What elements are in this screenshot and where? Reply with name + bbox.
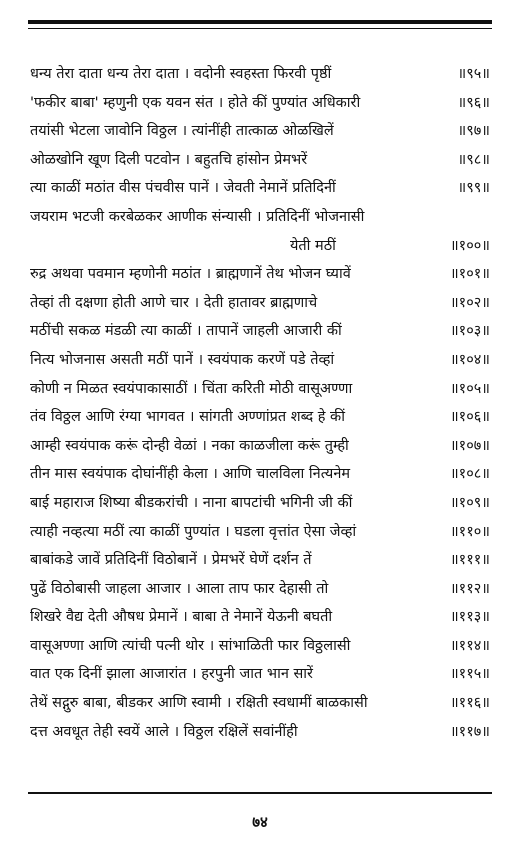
verse-line	[30, 232, 490, 261]
verse-line	[30, 289, 490, 318]
verse-text: रुद्र अथवा पवमान म्हणोनी मठांत । ब्राह्मणानें तेथ भोजन घ्यावें	[30, 266, 351, 283]
verse-text: धन्य तेरा दाता धन्य तेरा दाता । वदोनी स्वहस्ता फिरवी पृष्ठीं	[30, 66, 332, 82]
verse-line	[30, 60, 490, 89]
verse-text: त्या काळीं मठांत वीस पंचवीस पानें । जेवती नेमानें प्रतिदिनीं	[30, 180, 336, 197]
verse-number: ॥११०॥	[450, 523, 490, 540]
verse-number: ॥१०६॥	[450, 409, 490, 426]
bottom-rule	[28, 792, 492, 794]
verse-line	[30, 203, 490, 232]
verse-line	[30, 403, 490, 432]
verse-number: ॥९९॥	[457, 180, 490, 197]
verse-number: ॥११५॥	[450, 666, 490, 683]
verse-number: ॥१११॥	[450, 552, 490, 569]
verse-text: मठींची सकळ मंडळी त्या काळीं । तापानें जाहली आजारी कीं	[30, 323, 342, 340]
verse-line	[30, 375, 490, 404]
verse-text: तीन मास स्वयंपाक दोघांनींही केला । आणि चालविला नित्यनेम	[30, 466, 351, 483]
verse-text: नित्य भोजनास असती मठीं पानें । स्वयंपाक करणें पडे तेव्हां	[30, 351, 335, 368]
verse-text: त्याही नव्हत्या मठीं त्या काळीं पुण्यांत । घडला वृत्तांत ऐसा जेव्हां	[30, 523, 357, 540]
verse-line	[30, 518, 490, 547]
verse-text: शिखरे वैद्य देती औषध प्रेमानें । बाबा ते नेमानें येऊनी बघती	[30, 609, 333, 626]
verse-text: पुढें विठोबासी जाहला आजार । आला ताप फार देहासी तो	[30, 580, 329, 597]
page-number: ७४	[252, 813, 268, 831]
verse-line	[30, 489, 490, 518]
verse-number: ॥११६॥	[450, 695, 490, 712]
verse-number: ॥११७॥	[450, 723, 490, 740]
verse-line	[30, 117, 490, 146]
verse-number: ॥१०७॥	[450, 437, 490, 454]
verse-line	[30, 346, 490, 375]
verse-text: आम्ही स्वयंपाक करूं दोन्ही वेळां । नका काळजीला करूं तुम्ही	[30, 437, 349, 454]
verse-line	[30, 689, 490, 718]
verse-line	[30, 603, 490, 632]
top-rule-thin	[28, 28, 492, 29]
top-rule-thick	[28, 20, 492, 24]
verse-number: ॥१०४॥	[450, 351, 490, 368]
verse-text: वात एक दिनीं झाला आजारांत । हरपुनी जात भान सारें	[30, 666, 313, 683]
verse-number: ॥१०९॥	[450, 494, 490, 511]
verse-text: बाबांकडे जावें प्रतिदिनीं विठोबानें । प्रेमभरें घेणें दर्शन तें	[30, 552, 312, 569]
verse-text: तयांसी भेटला जावोनि विठ्ठल । त्यांनींही तात्काळ ओळखिलें	[30, 123, 334, 140]
verse-number: ॥११३॥	[450, 609, 490, 626]
verse-line	[30, 718, 490, 747]
verse-number: ॥१००॥	[450, 237, 490, 254]
verse-number: ॥९६॥	[457, 94, 490, 111]
verse-line	[30, 317, 490, 346]
verse-number: ॥१०२॥	[450, 294, 490, 311]
verse-line	[30, 260, 490, 289]
verse-line	[30, 146, 490, 175]
verse-text: तंव विठ्ठल आणि रंग्या भागवत । सांगती अण्णांप्रत शब्द हे कीं	[30, 409, 345, 426]
verse-number: ॥१०८॥	[450, 466, 490, 483]
verse-text: बाई महाराज शिष्या बीडकरांची । नाना बापटांची भगिनी जी कीं	[30, 494, 353, 511]
verse-line	[30, 546, 490, 575]
verse-text: दत्त अवधूत तेही स्वयें आले । विठ्ठल रक्षिलें सवांनींही	[30, 723, 298, 740]
verse-text: तेव्हां ती दक्षणा होती आणे चार । देती हातावर ब्राह्मणाचे	[30, 294, 318, 311]
verse-line	[30, 89, 490, 118]
verse-number: ॥१०५॥	[450, 380, 490, 397]
verse-line	[30, 460, 490, 489]
verse-text: कोणी न मिळत स्वयंपाकासाठीं । चिंता करिती मोठी वासूअण्णा	[30, 380, 353, 397]
verse-block	[30, 60, 490, 746]
verse-line	[30, 174, 490, 203]
verse-number: ॥११४॥	[450, 637, 490, 654]
verse-line	[30, 575, 490, 604]
verse-text: ओळखोनि खूण दिली पटवोन । बहुतचि हांसोन प्रेमभरें	[30, 151, 308, 168]
verse-number: ॥१०१॥	[450, 266, 490, 283]
verse-line	[30, 632, 490, 661]
verse-number: ॥१०३॥	[450, 323, 490, 340]
verse-line	[30, 660, 490, 689]
verse-text: तेथें सद्गुरु बाबा, बीडकर आणि स्वामी । रक्षिती स्वधामीं बाळकासी	[30, 695, 368, 712]
verse-number: ॥९८॥	[457, 151, 490, 168]
verse-number: ॥११२॥	[450, 580, 490, 597]
verse-number: ॥९७॥	[457, 123, 490, 140]
verse-number: ॥९५॥	[457, 66, 490, 82]
verse-text: येती मठीं	[290, 237, 336, 254]
verse-text: जयराम भटजी करबेळकर आणीक संन्यासी । प्रतिदिनीं भोजनासी	[30, 208, 365, 225]
verse-line	[30, 432, 490, 461]
verse-text: 'फकीर बाबा' म्हणुनी एक यवन संत । होते कीं पुण्यांत अधिकारी	[30, 94, 361, 111]
verse-text: वासूअण्णा आणि त्यांची पत्नी थोर । सांभाळिती फार विठ्ठलासी	[30, 637, 351, 654]
